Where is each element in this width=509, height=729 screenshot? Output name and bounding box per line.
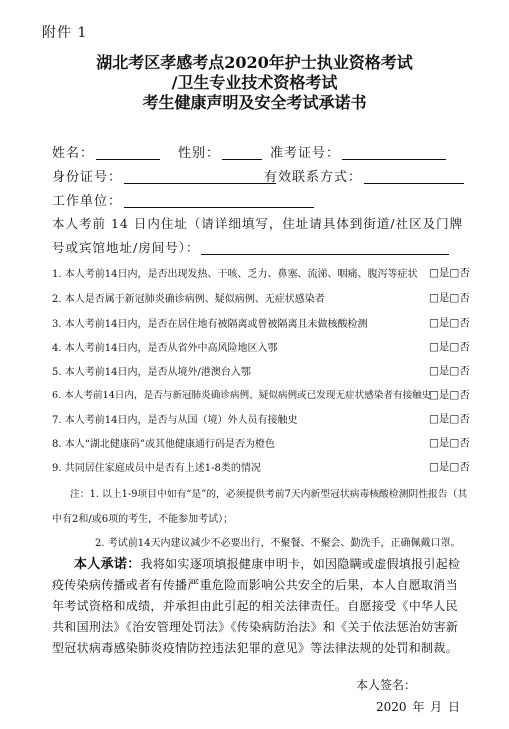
pledge-text: 我将如实逐项填报健康申明卡，如因隐瞒或虚假填报引起检疫传染病传播或者有传播严重危险而影响公共安全的后果，本人自愿取消当年考试资格和成绩，并承担由此引起的相关法律责任。自愿接受《中华人民共和国刑法》《治安管理处罚法》《传染病防治法》和《关于依法惩治妨害新型冠状病毒感染肺炎疫情防控违法犯罪的意见》等法律法规的处罚和制裁。 [52, 557, 461, 655]
question-7: 7. 本人考前14日内，是否与从国（境）外人员有接触史 [52, 415, 298, 426]
contact-input-line[interactable] [364, 170, 464, 184]
gender-input-line[interactable] [222, 146, 262, 160]
question-7-yes-no[interactable]: □是□否 [429, 413, 470, 425]
note-2: 2. 考试前14天内建议减少不必要出行，不聚餐、不聚会、勤洗手，正确佩戴口罩。 [95, 538, 461, 549]
work-unit-input-line[interactable] [124, 194, 314, 208]
question-8-yes-no[interactable]: □是□否 [429, 437, 470, 449]
contact-label: 有效联系方式： [264, 170, 363, 185]
question-2-yes-no[interactable]: □是□否 [429, 292, 470, 304]
address-input-line[interactable] [201, 241, 449, 255]
work-unit-field [52, 190, 314, 209]
note-1-line-1: 注：1. 以上1-9项目中如有“是”的，必须提供考前7天内新型冠状病毒核酸检测阴性报告（其 [70, 489, 468, 500]
attachment-label: 附件 1 [42, 25, 88, 41]
signature-label: 本人签名： [356, 678, 417, 692]
question-1: 1. 本人考前14日内，是否出现发热、干咳、乏力、鼻塞、流涕、咽痛、腹泻等症状 [52, 269, 418, 280]
question-4: 4. 本人考前14日内，是否从省外中高风险地区入鄂 [52, 343, 278, 354]
title-line-2: /卫生专业技术资格考试 [171, 73, 338, 92]
id-card-field [52, 166, 276, 185]
question-9: 9. 共同居住家庭成员中是否有上述1-8类的情况 [52, 463, 261, 474]
date-line: 2020 年 月 日 [376, 700, 460, 714]
work-unit-label: 工作单位： [52, 194, 123, 209]
name-field [52, 142, 160, 161]
gender-label: 性别： [178, 146, 221, 161]
id-card-input-line[interactable] [124, 170, 276, 184]
note-1-line-2: 中有2和/或6项的考生，不能参加考试）； [52, 514, 234, 525]
question-6: 6. 本人考前14日内，是否与新冠肺炎确诊病例、疑似病例或已发现无症状感染者有接触史 [52, 390, 432, 401]
title-line-3: 考生健康声明及安全考试承诺书 [142, 93, 367, 112]
ticket-label: 准考证号： [270, 146, 341, 161]
question-4-yes-no[interactable]: □是□否 [429, 341, 470, 353]
name-input-line[interactable] [96, 146, 160, 160]
question-3-yes-no[interactable]: □是□否 [429, 317, 470, 329]
question-8: 8. 本人“湖北健康码”或其他健康通行码是否为橙色 [52, 439, 275, 450]
address-prompt-line-2: 号或宾馆地址/房间号）： [52, 240, 200, 255]
pledge-label: 本人承诺： [74, 557, 141, 572]
question-2: 2. 本人是否属于新冠肺炎确诊病例、疑似病例、无症状感染者 [52, 294, 325, 305]
ticket-field [270, 142, 446, 161]
gender-field [178, 142, 262, 161]
address-field [52, 238, 449, 256]
question-1-yes-no[interactable]: □是□否 [429, 267, 470, 279]
id-card-label: 身份证号： [52, 170, 123, 185]
ticket-input-line[interactable] [342, 146, 446, 160]
question-3: 3. 本人考前14日内，是否在居住地有被隔离或曾被隔离且未做核酸检测 [52, 319, 368, 330]
address-prompt-line-1: 本人考前 14 日内住址（请详细填写，住址请具体到街道/社区及门牌 [52, 216, 464, 231]
question-6-yes-no[interactable]: □是□否 [429, 389, 470, 401]
pledge-paragraph [52, 554, 467, 659]
question-5-yes-no[interactable]: □是□否 [429, 365, 470, 377]
name-label: 姓名： [52, 146, 95, 161]
question-5: 5. 本人考前14日内，是否从境外/港澳台入鄂 [52, 367, 251, 378]
question-9-yes-no[interactable]: □是□否 [429, 461, 470, 473]
title-line-1: 湖北考区孝感考点2020年护士执业资格考试 [96, 53, 413, 72]
contact-field [264, 166, 464, 185]
